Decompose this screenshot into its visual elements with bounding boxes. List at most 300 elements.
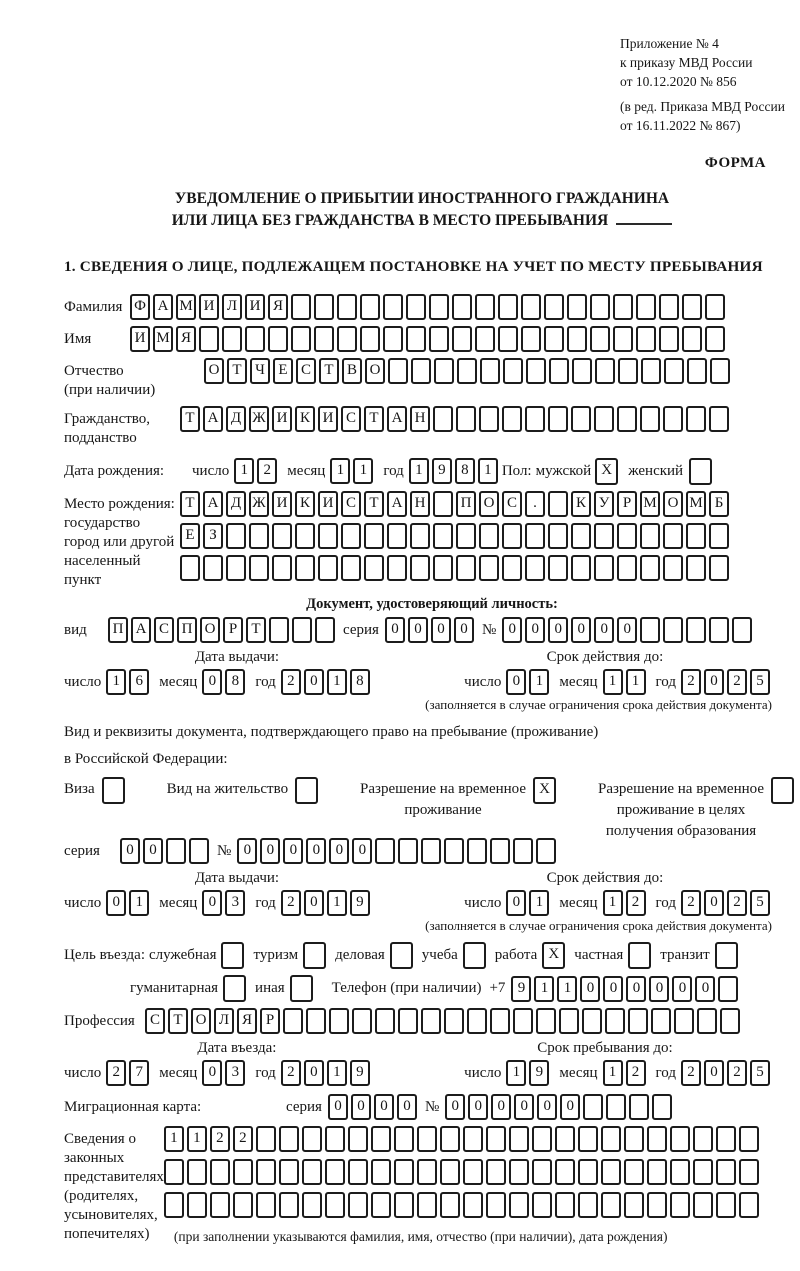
residence-expiry-year[interactable] [681,890,770,916]
char-cell[interactable] [617,406,637,432]
char-cell[interactable]: С [502,491,522,517]
char-cell[interactable] [256,1126,276,1152]
birth-day-field[interactable] [234,458,277,484]
char-cell[interactable]: 2 [626,1060,646,1086]
char-cell[interactable] [337,326,357,352]
char-cell[interactable] [490,1008,510,1034]
char-cell[interactable] [272,523,292,549]
char-cell[interactable] [452,294,472,320]
char-cell[interactable]: 1 [529,669,549,695]
char-cell[interactable]: 0 [120,838,140,864]
char-cell[interactable] [479,523,499,549]
char-cell[interactable]: 1 [409,458,429,484]
char-cell[interactable]: О [365,358,385,384]
char-cell[interactable] [595,358,615,384]
char-cell[interactable] [705,326,725,352]
char-cell[interactable]: 0 [304,1060,324,1086]
char-cell[interactable] [590,326,610,352]
char-cell[interactable] [189,838,209,864]
char-cell[interactable]: 0 [603,976,623,1002]
char-cell[interactable] [617,555,637,581]
stay-year[interactable] [681,1060,770,1086]
char-cell[interactable] [559,1008,579,1034]
char-cell[interactable] [521,326,541,352]
char-cell[interactable] [433,523,453,549]
char-cell[interactable]: И [199,294,219,320]
char-cell[interactable] [433,555,453,581]
char-cell[interactable] [210,1192,230,1218]
char-cell[interactable]: 1 [603,1060,623,1086]
doc-kind-field[interactable] [108,617,335,643]
migration-number-field[interactable] [445,1094,672,1120]
char-cell[interactable] [710,358,730,384]
char-cell[interactable] [594,406,614,432]
char-cell[interactable] [456,523,476,549]
char-cell[interactable] [578,1192,598,1218]
char-cell[interactable]: Т [319,358,339,384]
guardians-field-line1[interactable] [164,1126,759,1152]
char-cell[interactable] [663,406,683,432]
char-cell[interactable] [463,1192,483,1218]
char-cell[interactable]: 2 [257,458,277,484]
char-cell[interactable] [652,1094,672,1120]
char-cell[interactable] [628,942,651,969]
char-cell[interactable]: 7 [129,1060,149,1086]
char-cell[interactable]: 2 [106,1060,126,1086]
char-cell[interactable]: 2 [727,669,747,695]
char-cell[interactable] [513,1008,533,1034]
char-cell[interactable]: Т [180,406,200,432]
char-cell[interactable] [249,523,269,549]
char-cell[interactable]: 2 [681,1060,701,1086]
char-cell[interactable]: 0 [594,617,614,643]
char-cell[interactable] [739,1126,759,1152]
char-cell[interactable] [444,838,464,864]
char-cell[interactable] [578,1126,598,1152]
doc-expiry-day[interactable] [506,669,549,695]
char-cell[interactable] [532,1126,552,1152]
char-cell[interactable]: 0 [445,1094,465,1120]
char-cell[interactable]: 9 [511,976,531,1002]
char-cell[interactable] [269,617,289,643]
char-cell[interactable]: 2 [281,1060,301,1086]
char-cell[interactable] [670,1192,690,1218]
char-cell[interactable] [525,523,545,549]
char-cell[interactable]: 1 [106,669,126,695]
char-cell[interactable] [303,942,326,969]
char-cell[interactable] [364,523,384,549]
char-cell[interactable] [292,617,312,643]
doc-series-field[interactable] [385,617,474,643]
char-cell[interactable] [618,358,638,384]
doc-issue-month[interactable] [202,669,245,695]
char-cell[interactable]: 3 [225,890,245,916]
doc-number-field[interactable] [502,617,752,643]
char-cell[interactable]: 2 [210,1126,230,1152]
char-cell[interactable] [479,555,499,581]
birthplace-field-line2[interactable] [180,523,729,549]
char-cell[interactable]: 0 [306,838,326,864]
firstname-field[interactable] [130,326,725,352]
char-cell[interactable] [594,555,614,581]
char-cell[interactable] [659,294,679,320]
char-cell[interactable] [383,326,403,352]
patronymic-field[interactable] [204,358,730,384]
gender-female-checkbox[interactable] [689,458,712,485]
char-cell[interactable] [709,406,729,432]
entry-day[interactable] [106,1060,149,1086]
char-cell[interactable] [375,838,395,864]
char-cell[interactable] [536,1008,556,1034]
char-cell[interactable] [709,555,729,581]
char-cell[interactable]: 0 [491,1094,511,1120]
char-cell[interactable]: . [525,491,545,517]
char-cell[interactable] [548,523,568,549]
char-cell[interactable]: Р [617,491,637,517]
purpose-other-checkbox[interactable] [290,975,313,1002]
char-cell[interactable]: Е [180,523,200,549]
char-cell[interactable] [295,555,315,581]
birth-month-field[interactable] [330,458,373,484]
char-cell[interactable]: 1 [603,669,623,695]
stay-month[interactable] [603,1060,646,1086]
char-cell[interactable]: 0 [704,1060,724,1086]
char-cell[interactable]: Б [709,491,729,517]
char-cell[interactable]: Я [268,294,288,320]
stay-day[interactable] [506,1060,549,1086]
char-cell[interactable] [548,555,568,581]
purpose-humanitarian-checkbox[interactable] [223,975,246,1002]
residence-series-field[interactable] [120,838,209,864]
char-cell[interactable]: Т [364,491,384,517]
char-cell[interactable]: Н [410,406,430,432]
char-cell[interactable]: 6 [129,669,149,695]
char-cell[interactable]: Ж [249,491,269,517]
char-cell[interactable] [555,1192,575,1218]
char-cell[interactable] [720,1008,740,1034]
char-cell[interactable] [480,358,500,384]
char-cell[interactable] [629,1094,649,1120]
char-cell[interactable]: О [663,491,683,517]
char-cell[interactable]: О [191,1008,211,1034]
char-cell[interactable]: Т [180,491,200,517]
char-cell[interactable] [716,1192,736,1218]
char-cell[interactable] [687,358,707,384]
char-cell[interactable] [315,617,335,643]
char-cell[interactable]: И [272,491,292,517]
temp-residence-checkbox[interactable] [533,777,556,804]
char-cell[interactable]: 0 [304,890,324,916]
char-cell[interactable]: 1 [557,976,577,1002]
purpose-work-checkbox[interactable] [542,942,565,969]
char-cell[interactable] [226,555,246,581]
char-cell[interactable]: 9 [350,1060,370,1086]
char-cell[interactable] [567,326,587,352]
char-cell[interactable]: 1 [327,669,347,695]
char-cell[interactable] [221,942,244,969]
char-cell[interactable]: Д [226,491,246,517]
char-cell[interactable] [352,1008,372,1034]
char-cell[interactable]: А [203,491,223,517]
char-cell[interactable]: К [571,491,591,517]
char-cell[interactable] [475,294,495,320]
char-cell[interactable]: И [245,294,265,320]
char-cell[interactable] [421,838,441,864]
char-cell[interactable]: А [387,491,407,517]
char-cell[interactable] [651,1008,671,1034]
char-cell[interactable]: С [341,491,361,517]
char-cell[interactable] [444,1008,464,1034]
char-cell[interactable] [549,358,569,384]
char-cell[interactable]: А [387,406,407,432]
char-cell[interactable]: Л [222,294,242,320]
char-cell[interactable] [387,523,407,549]
char-cell[interactable] [387,555,407,581]
char-cell[interactable] [636,326,656,352]
citizenship-field[interactable] [180,406,729,432]
char-cell[interactable] [360,294,380,320]
char-cell[interactable] [664,358,684,384]
char-cell[interactable]: Ж [249,406,269,432]
char-cell[interactable] [601,1126,621,1152]
char-cell[interactable] [659,326,679,352]
char-cell[interactable]: 1 [534,976,554,1002]
char-cell[interactable] [674,1008,694,1034]
char-cell[interactable] [715,942,738,969]
migration-series-field[interactable] [328,1094,417,1120]
char-cell[interactable] [647,1126,667,1152]
char-cell[interactable]: 1 [529,890,549,916]
char-cell[interactable] [463,942,486,969]
char-cell[interactable]: М [686,491,706,517]
char-cell[interactable]: 1 [164,1126,184,1152]
char-cell[interactable] [398,838,418,864]
char-cell[interactable] [318,555,338,581]
char-cell[interactable]: Д [226,406,246,432]
char-cell[interactable]: 0 [571,617,591,643]
char-cell[interactable] [429,326,449,352]
char-cell[interactable]: 9 [350,890,370,916]
char-cell[interactable]: 0 [704,669,724,695]
char-cell[interactable]: 0 [260,838,280,864]
char-cell[interactable] [467,1008,487,1034]
char-cell[interactable] [291,294,311,320]
char-cell[interactable] [498,326,518,352]
char-cell[interactable] [394,1126,414,1152]
char-cell[interactable] [689,458,712,485]
char-cell[interactable] [628,1008,648,1034]
char-cell[interactable]: О [200,617,220,643]
char-cell[interactable] [732,617,752,643]
residence-issue-year[interactable] [281,890,370,916]
birth-year-field[interactable] [409,458,498,484]
char-cell[interactable] [502,555,522,581]
char-cell[interactable] [605,1008,625,1034]
char-cell[interactable]: 0 [304,669,324,695]
char-cell[interactable] [693,1126,713,1152]
char-cell[interactable] [371,1126,391,1152]
char-cell[interactable] [199,326,219,352]
char-cell[interactable] [295,777,318,804]
char-cell[interactable]: Н [410,491,430,517]
char-cell[interactable] [718,976,738,1002]
char-cell[interactable] [590,294,610,320]
char-cell[interactable] [594,523,614,549]
char-cell[interactable] [682,294,702,320]
char-cell[interactable]: А [203,406,223,432]
char-cell[interactable] [636,294,656,320]
visa-checkbox[interactable] [102,777,125,804]
char-cell[interactable] [624,1126,644,1152]
doc-expiry-year[interactable] [681,669,770,695]
char-cell[interactable]: Т [364,406,384,432]
char-cell[interactable]: 0 [514,1094,534,1120]
char-cell[interactable]: 0 [506,890,526,916]
char-cell[interactable] [686,555,706,581]
char-cell[interactable] [383,294,403,320]
char-cell[interactable]: И [130,326,150,352]
char-cell[interactable]: С [154,617,174,643]
char-cell[interactable]: 0 [351,1094,371,1120]
char-cell[interactable] [187,1192,207,1218]
char-cell[interactable]: С [341,406,361,432]
char-cell[interactable] [371,1192,391,1218]
char-cell[interactable]: 0 [502,617,522,643]
char-cell[interactable] [272,555,292,581]
purpose-commercial-checkbox[interactable] [390,942,413,969]
char-cell[interactable]: К [295,491,315,517]
char-cell[interactable] [440,1126,460,1152]
char-cell[interactable]: 3 [225,1060,245,1086]
char-cell[interactable] [341,523,361,549]
char-cell[interactable]: 1 [506,1060,526,1086]
char-cell[interactable] [180,555,200,581]
char-cell[interactable]: А [153,294,173,320]
char-cell[interactable] [613,294,633,320]
char-cell[interactable] [102,777,125,804]
char-cell[interactable]: 0 [329,838,349,864]
char-cell[interactable] [440,1192,460,1218]
char-cell[interactable] [486,1126,506,1152]
char-cell[interactable] [233,1192,253,1218]
char-cell[interactable]: X [542,942,565,969]
char-cell[interactable] [390,942,413,969]
char-cell[interactable] [164,1192,184,1218]
char-cell[interactable]: 0 [468,1094,488,1120]
char-cell[interactable]: 1 [478,458,498,484]
char-cell[interactable] [503,358,523,384]
doc-expiry-month[interactable] [603,669,646,695]
char-cell[interactable]: У [594,491,614,517]
char-cell[interactable] [532,1192,552,1218]
char-cell[interactable]: П [108,617,128,643]
char-cell[interactable]: 8 [350,669,370,695]
char-cell[interactable]: 1 [353,458,373,484]
char-cell[interactable] [256,1192,276,1218]
char-cell[interactable] [498,294,518,320]
char-cell[interactable]: 9 [432,458,452,484]
guardians-field-line3[interactable] [164,1192,759,1218]
char-cell[interactable]: 2 [681,890,701,916]
char-cell[interactable]: М [640,491,660,517]
char-cell[interactable] [279,1192,299,1218]
char-cell[interactable] [490,838,510,864]
char-cell[interactable] [640,555,660,581]
birthplace-field-line1[interactable] [180,491,729,517]
char-cell[interactable] [606,1094,626,1120]
residence-number-field[interactable] [237,838,556,864]
char-cell[interactable] [601,1192,621,1218]
char-cell[interactable]: 0 [704,890,724,916]
purpose-study-checkbox[interactable] [463,942,486,969]
char-cell[interactable] [526,358,546,384]
char-cell[interactable] [572,358,592,384]
char-cell[interactable] [647,1192,667,1218]
char-cell[interactable]: 0 [106,890,126,916]
char-cell[interactable] [716,1126,736,1152]
char-cell[interactable] [341,555,361,581]
char-cell[interactable]: Л [214,1008,234,1034]
char-cell[interactable]: О [204,358,224,384]
char-cell[interactable]: Р [223,617,243,643]
char-cell[interactable] [406,294,426,320]
char-cell[interactable] [548,406,568,432]
char-cell[interactable]: Т [168,1008,188,1034]
char-cell[interactable] [463,1126,483,1152]
char-cell[interactable] [410,555,430,581]
char-cell[interactable]: 2 [233,1126,253,1152]
char-cell[interactable] [306,1008,326,1034]
char-cell[interactable]: Т [227,358,247,384]
char-cell[interactable]: 0 [385,617,405,643]
char-cell[interactable]: С [145,1008,165,1034]
char-cell[interactable] [693,1192,713,1218]
surname-field[interactable] [130,294,725,320]
char-cell[interactable]: 0 [560,1094,580,1120]
char-cell[interactable] [166,838,186,864]
char-cell[interactable] [433,406,453,432]
char-cell[interactable]: 0 [525,617,545,643]
char-cell[interactable] [456,406,476,432]
char-cell[interactable]: 8 [455,458,475,484]
char-cell[interactable] [452,326,472,352]
purpose-transit-checkbox[interactable] [715,942,738,969]
char-cell[interactable] [544,294,564,320]
char-cell[interactable]: 0 [352,838,372,864]
char-cell[interactable] [536,838,556,864]
char-cell[interactable] [509,1126,529,1152]
char-cell[interactable]: 0 [506,669,526,695]
char-cell[interactable] [525,555,545,581]
char-cell[interactable]: 0 [408,617,428,643]
purpose-business-checkbox[interactable] [221,942,244,969]
char-cell[interactable]: 0 [454,617,474,643]
char-cell[interactable] [571,523,591,549]
char-cell[interactable] [739,1192,759,1218]
entry-month[interactable] [202,1060,245,1086]
char-cell[interactable]: 0 [672,976,692,1002]
char-cell[interactable] [457,358,477,384]
char-cell[interactable]: 0 [649,976,669,1002]
char-cell[interactable] [223,975,246,1002]
char-cell[interactable]: П [177,617,197,643]
char-cell[interactable]: И [318,491,338,517]
char-cell[interactable] [290,975,313,1002]
char-cell[interactable]: 1 [327,1060,347,1086]
char-cell[interactable]: Я [176,326,196,352]
char-cell[interactable] [226,523,246,549]
char-cell[interactable] [486,1192,506,1218]
